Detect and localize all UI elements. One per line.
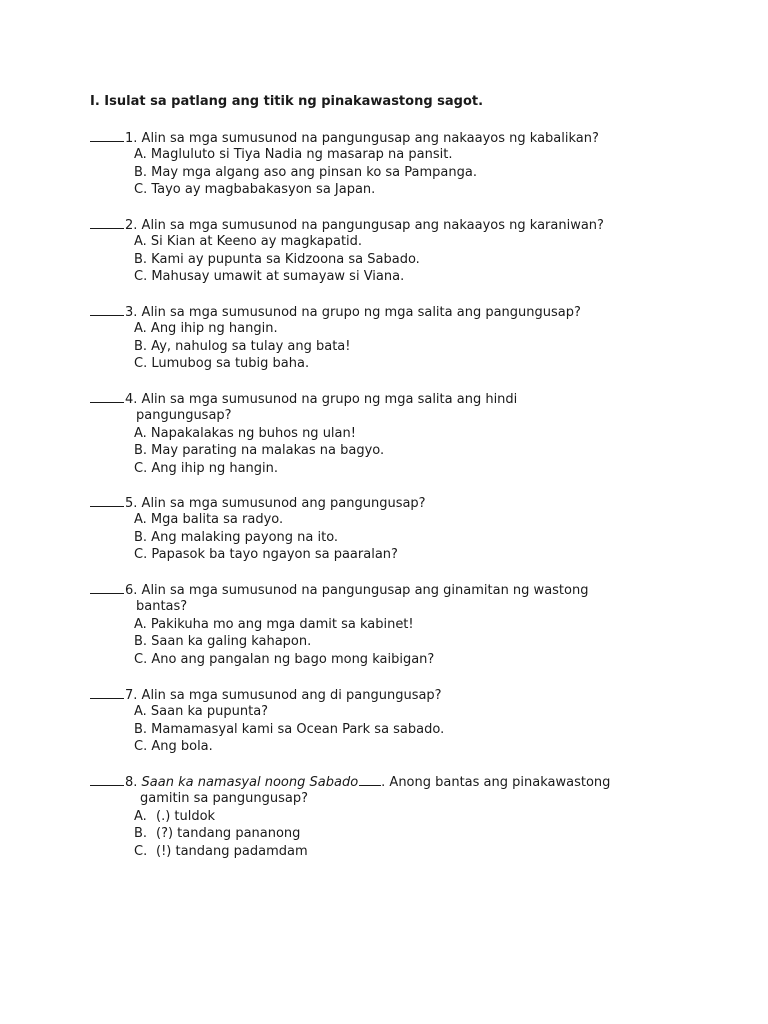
answer-blank[interactable] [90, 216, 124, 229]
question-stem-continued: bantas? [136, 599, 188, 615]
option-a: A. Napakalakas ng buhos ng ulan! [134, 425, 356, 441]
question-text: Alin sa mga sumusunod na grupo ng mga salita ang hindi [141, 392, 518, 407]
option-a: A. (.) tuldok [134, 808, 216, 824]
answer-blank[interactable] [90, 494, 124, 507]
punctuation-blank [359, 773, 381, 786]
question-text: Alin sa mga sumusunod na grupo ng mga salita ang pangungusap? [141, 305, 581, 320]
question-2 [90, 216, 730, 286]
question-number: 5. [125, 496, 138, 511]
option-b: B. Ang malaking payong na ito. [134, 529, 339, 545]
option-c: C. Ang ihip ng hangin. [134, 460, 279, 476]
question-3 [90, 303, 730, 373]
question-4 [90, 390, 730, 477]
question-text: Alin sa mga sumusunod ang pangungusap? [141, 496, 426, 511]
section-heading: I. Isulat sa patlang ang titik ng pinakawastong sagot. [90, 94, 484, 109]
answer-blank[interactable] [90, 390, 124, 403]
question-6 [90, 581, 730, 668]
option-a: A. Mga balita sa radyo. [134, 512, 284, 528]
question-number: 3. [125, 305, 138, 320]
answer-blank[interactable] [90, 773, 124, 786]
question-text: Alin sa mga sumusunod ang di pangungusap? [141, 688, 442, 703]
question-8 [90, 773, 730, 860]
option-c: C. Papasok ba tayo ngayon sa paaralan? [134, 547, 398, 563]
question-8-stem-rest: . Anong bantas ang pinakawastong [381, 775, 611, 790]
question-number: 4. [125, 392, 138, 407]
question-number: 2. [125, 218, 138, 233]
option-a: A. Saan ka pupunta? [134, 704, 269, 720]
question-8-stem [90, 773, 730, 790]
question-stem [90, 129, 730, 146]
answer-blank[interactable] [90, 129, 124, 142]
option-c: C. Mahusay umawit at sumayaw si Viana. [134, 269, 405, 285]
option-c: C. Tayo ay magbabakasyon sa Japan. [134, 182, 376, 198]
option-b: B. (?) tandang pananong [134, 826, 301, 842]
question-1 [90, 129, 730, 199]
question-stem [90, 216, 730, 233]
question-text: Alin sa mga sumusunod na pangungusap ang nakaayos ng kabalikan? [141, 131, 599, 146]
option-a: A. Si Kian at Keeno ay magkapatid. [134, 234, 363, 250]
sample-sentence: Saan ka namasyal noong Sabado [141, 775, 359, 790]
question-stem [90, 390, 730, 407]
option-a: A. Ang ihip ng hangin. [134, 321, 278, 337]
answer-blank[interactable] [90, 303, 124, 316]
question-stem [90, 494, 730, 511]
option-c: C. Lumubog sa tubig baha. [134, 356, 310, 372]
option-c: C. (!) tandang padamdam [134, 843, 308, 859]
option-b: B. Kami ay pupunta sa Kidzoona sa Sabado. [134, 251, 420, 267]
question-text: Alin sa mga sumusunod na pangungusap ang ginamitan ng wastong [141, 583, 589, 598]
option-b: B. Mamamasyal kami sa Ocean Park sa sabado. [134, 721, 445, 737]
question-stem [90, 686, 730, 703]
option-b: B. Saan ka galing kahapon. [134, 634, 312, 650]
option-a: A. Magluluto si Tiya Nadia ng masarap na pansit. [134, 147, 453, 163]
answer-blank[interactable] [90, 686, 124, 699]
option-b: B. Ay, nahulog sa tulay ang bata! [134, 338, 351, 354]
question-stem [90, 303, 730, 320]
option-b: B. May mga algang aso ang pinsan ko sa Pampanga. [134, 164, 477, 180]
option-c: C. Ang bola. [134, 739, 213, 755]
question-7 [90, 686, 730, 756]
option-a: A. Pakikuha mo ang mga damit sa kabinet! [134, 616, 414, 632]
question-number: 6. [125, 583, 138, 598]
answer-blank[interactable] [90, 581, 124, 594]
question-5 [90, 494, 730, 564]
option-b: B. May parating na malakas na bagyo. [134, 443, 385, 459]
question-number: 7. [125, 688, 138, 703]
question-number: 1. [125, 131, 138, 146]
question-number: 8. [125, 775, 138, 790]
question-text: Alin sa mga sumusunod na pangungusap ang nakaayos ng karaniwan? [141, 218, 604, 233]
question-stem [90, 581, 730, 598]
question-stem-continued: pangungusap? [136, 408, 232, 424]
question-8-stem-continued: gamitin sa pangungusap? [140, 791, 309, 807]
option-c: C. Ano ang pangalan ng bago mong kaibigan? [134, 651, 435, 667]
